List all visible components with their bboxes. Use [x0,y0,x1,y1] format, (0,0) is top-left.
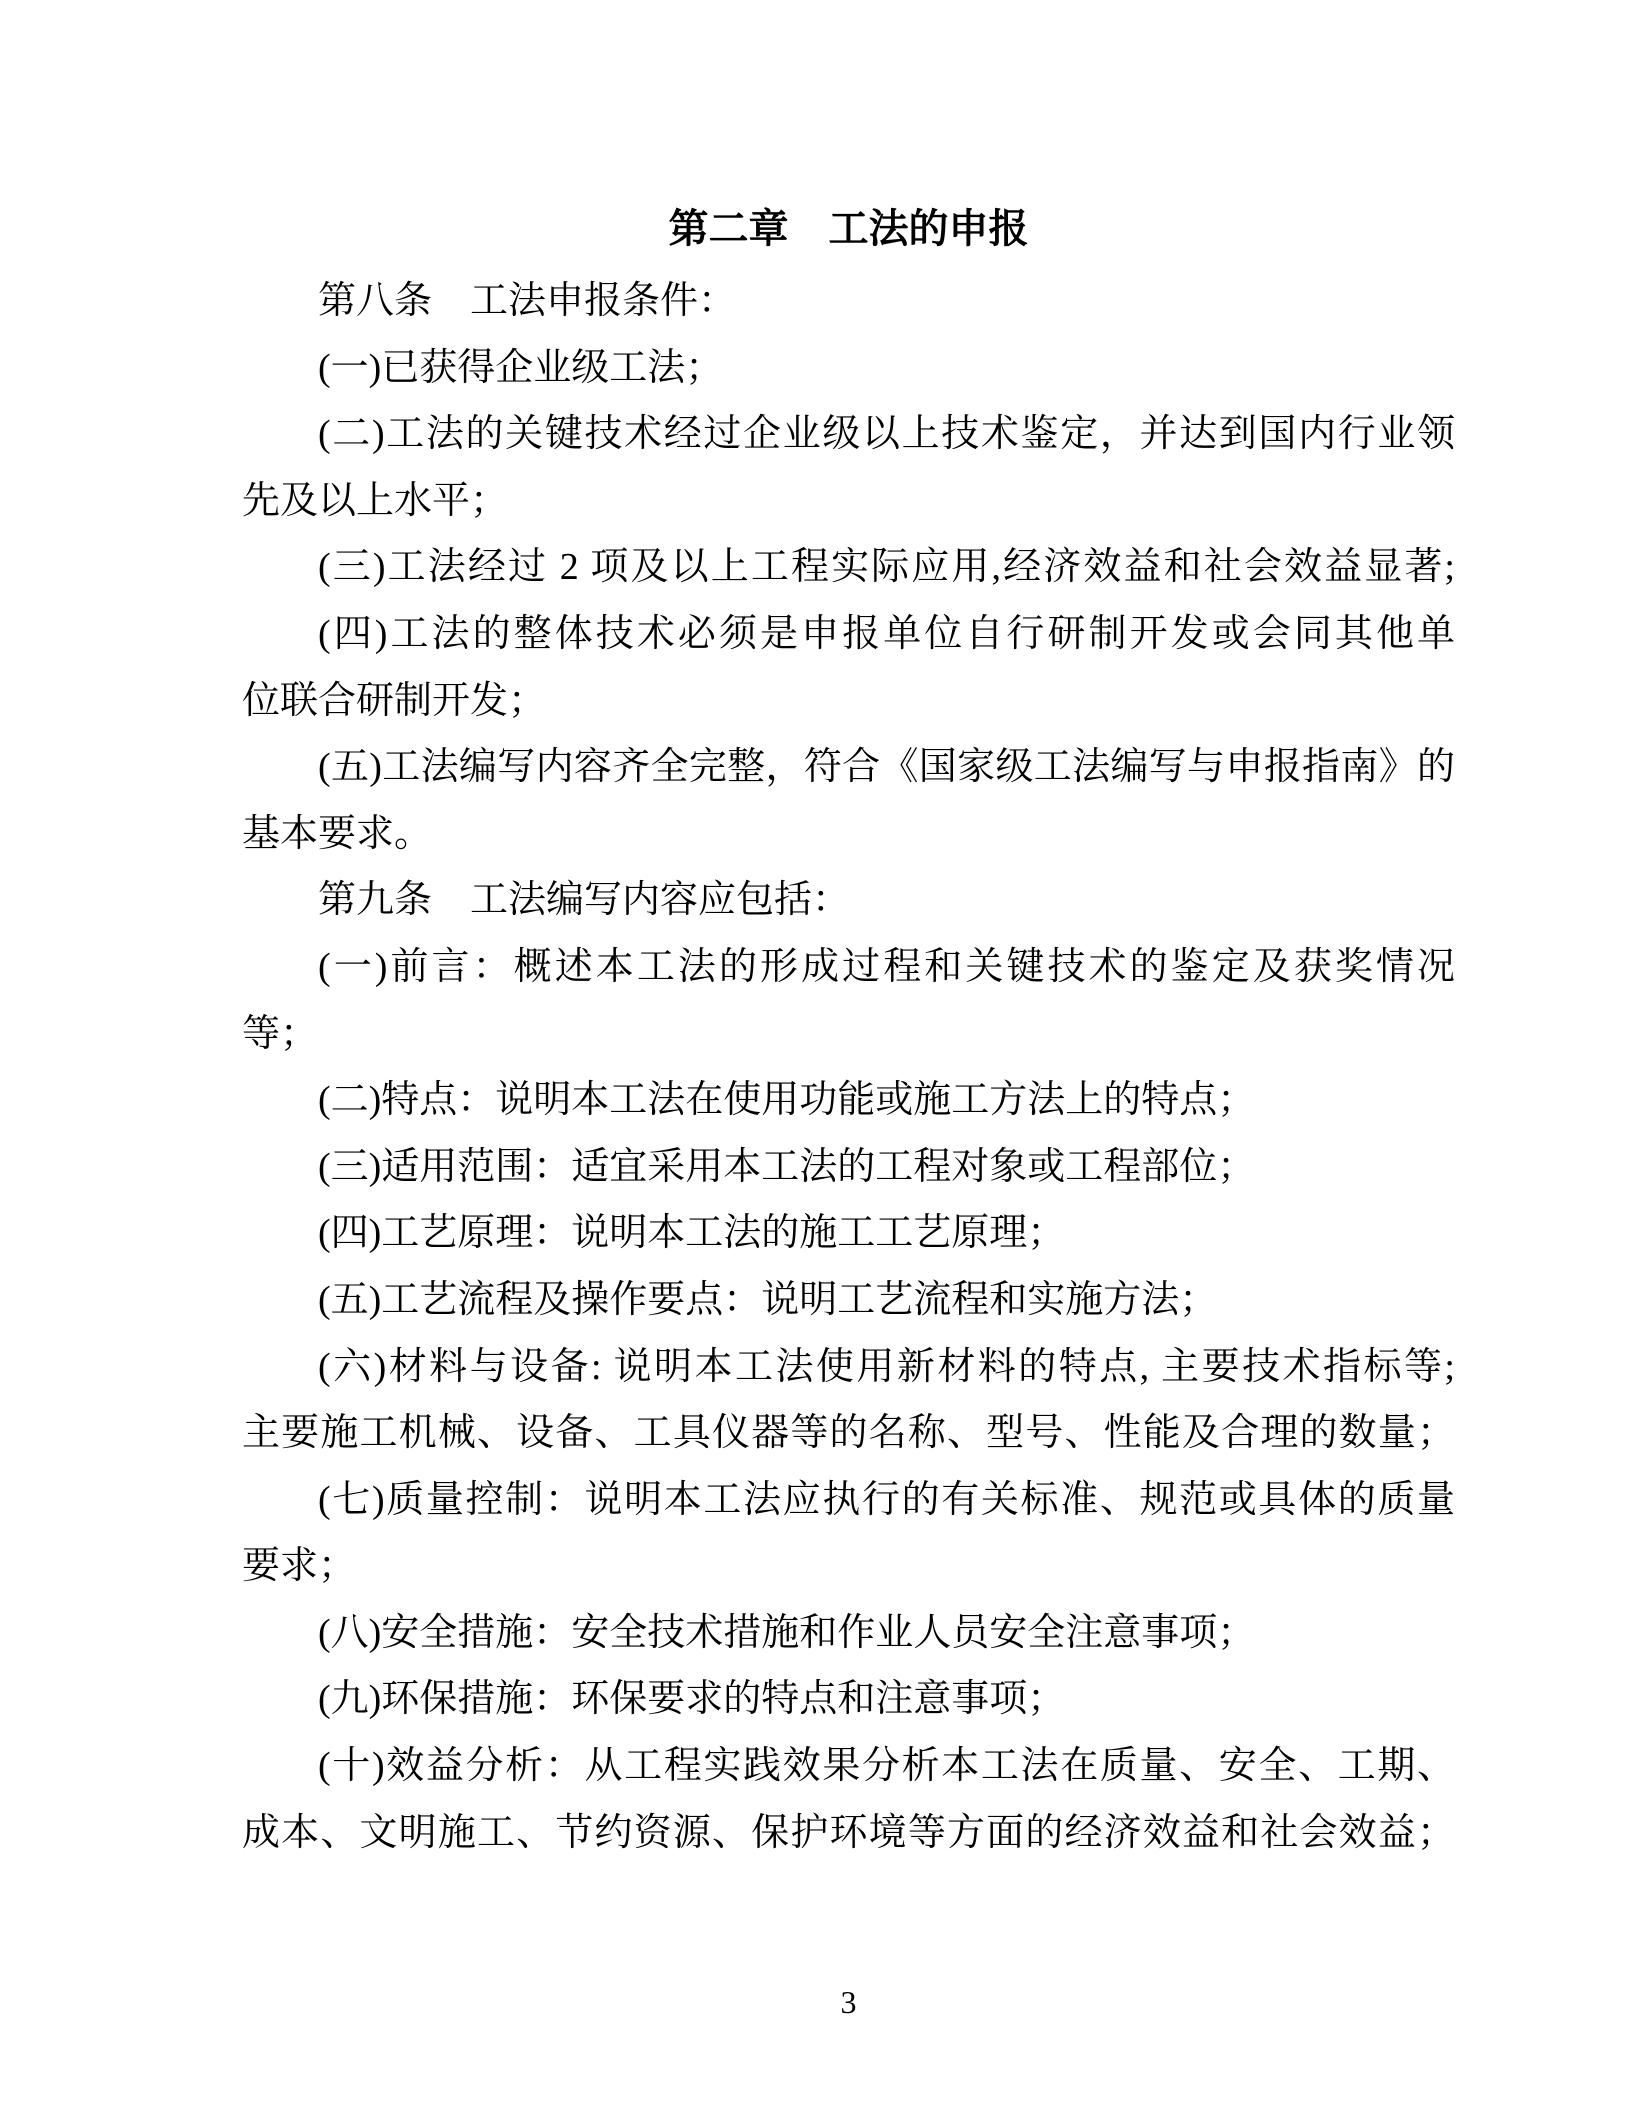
text-line: 要求； [242,1545,357,1588]
text-line: (四)工艺原理：说明本工法的施工工艺原理； [318,1212,1066,1255]
text-line: 位联合研制开发； [242,679,547,722]
chapter-title: 第二章 工法的申报 [668,206,1029,251]
page-number: 3 [840,1984,857,2020]
text-line: 基本要求。 [242,812,433,855]
text-line: 第九条 工法编写内容应包括： [318,879,851,922]
text-line: 成本、文明施工、节约资源、保护环境等方面的经济效益和社会效益； [242,1811,1455,1854]
text-line: (四)工法的整体技术必须是申报单位自行研制开发或会同其他单 [318,612,1455,655]
text-line: (六)材料与设备: 说明本工法使用新材料的特点, 主要技术指标等; [318,1345,1455,1388]
text-line: (十)效益分析：从工程实践效果分析本工法在质量、安全、工期、 [318,1745,1455,1788]
text-line: 先及以上水平； [242,479,509,522]
text-line: (二)工法的关键技术经过企业级以上技术鉴定，并达到国内行业领 [318,413,1455,456]
text-line: (三)适用范围：适宜采用本工法的工程对象或工程部位； [318,1145,1256,1188]
text-line: (一)前言：概述本工法的形成过程和关键技术的鉴定及获奖情况 [318,945,1455,988]
text-line: 第八条 工法申报条件： [318,280,737,322]
text-line: (二)特点：说明本工法在使用功能或施工方法上的特点； [318,1079,1256,1122]
text-line: 主要施工机械、设备、工具仪器等的名称、型号、性能及合理的数量； [242,1412,1455,1455]
text-line: (七)质量控制：说明本工法应执行的有关标准、规范或具体的质量 [318,1478,1455,1521]
text-line: (八)安全措施：安全技术措施和作业人员安全注意事项； [318,1611,1256,1654]
text-line: (九)环保措施：环保要求的特点和注意事项； [318,1678,1066,1721]
text-line: (五)工艺流程及操作要点：说明工艺流程和实施方法； [318,1278,1218,1321]
text-line: (一)已获得企业级工法； [318,346,724,389]
text-line: (五)工法编写内容齐全完整，符合《国家级工法编写与申报指南》的 [318,746,1455,789]
document-body [242,268,1455,1866]
text-line: (三)工法经过 2 项及以上工程实际应用,经济效益和社会效益显著; [318,546,1455,589]
text-line: 等； [242,1012,319,1055]
